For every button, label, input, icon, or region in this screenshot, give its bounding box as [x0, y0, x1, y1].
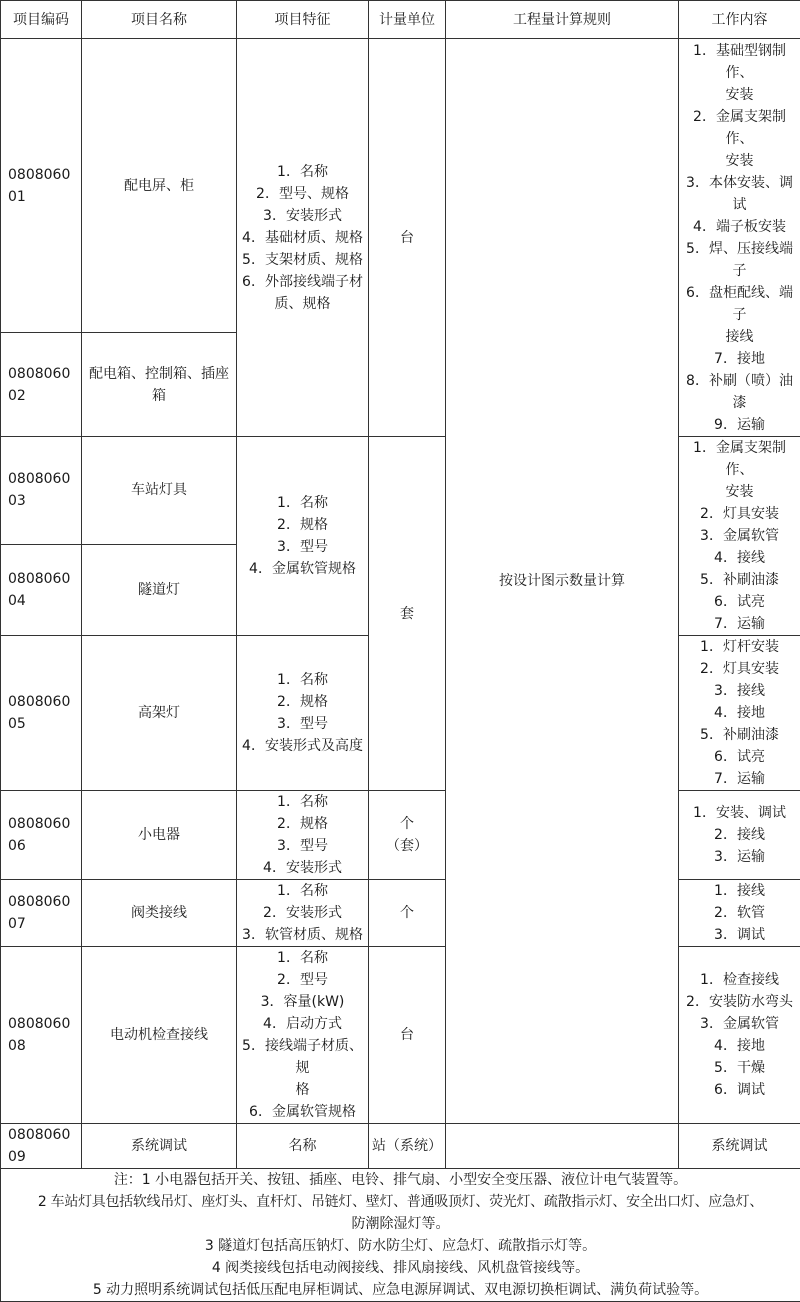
note-line: 防潮除湿灯等。: [3, 1213, 798, 1235]
item-code: 080806009: [1, 1124, 82, 1169]
table-row: [1, 880, 800, 947]
note-line: 4 阀类接线包括电动阀接线、排风扇接线、风机盘管接线等。: [3, 1257, 798, 1279]
item-code: 080806002: [1, 333, 82, 437]
item-unit: 个 （套）: [369, 791, 446, 880]
item-unit: 套: [369, 437, 446, 791]
item-code: 080806007: [1, 880, 82, 947]
item-features: 1．名称 2．型号 3．容量(kW) 4．启动方式 5．接线端子材质、规 格 6．金属软管规格: [237, 947, 369, 1124]
item-code: 080806001: [1, 39, 82, 333]
item-features: 名称: [237, 1124, 369, 1169]
table-row: [1, 1124, 800, 1169]
item-code: 080806006: [1, 791, 82, 880]
note-line: 3 隧道灯包括高压钠灯、防水防尘灯、应急灯、疏散指示灯等。: [3, 1235, 798, 1257]
item-features: 1．名称 2．规格 3．型号 4．安装形式及高度: [237, 636, 369, 791]
item-unit: 台: [369, 947, 446, 1124]
note-line: 注：1 小电器包括开关、按钮、插座、电铃、排气扇、小型安全变压器、液位计电气装置等。: [3, 1169, 798, 1191]
item-rule-empty: [446, 1124, 679, 1169]
table-row: [1, 437, 800, 545]
table-row: [1, 39, 800, 333]
item-name: 配电屏、柜: [82, 39, 237, 333]
header-work: 工作内容: [679, 1, 800, 39]
item-name: 阀类接线: [82, 880, 237, 947]
header-name: 项目名称: [82, 1, 237, 39]
item-features: 1．名称 2．型号、规格 3．安装形式 4．基础材质、规格 5．支架材质、规格 6．外部接线端子材质、规格: [237, 39, 369, 437]
header-row: [1, 1, 800, 39]
item-rule: 按设计图示数量计算: [446, 39, 679, 1124]
header-code: 项目编码: [1, 1, 82, 39]
item-name: 车站灯具: [82, 437, 237, 545]
item-work: 1．金属支架制作、 安装 2．灯具安装 3．金属软管 4．接线 5．补刷油漆 6．试亮 7．运输: [679, 437, 800, 636]
item-code: 080806008: [1, 947, 82, 1124]
item-work: 1．安装、调试 2．接线 3．运输: [679, 791, 800, 880]
item-code: 080806004: [1, 544, 82, 635]
item-name: 小电器: [82, 791, 237, 880]
header-features: 项目特征: [237, 1, 369, 39]
notes-row: [1, 1169, 800, 1302]
notes-cell: [1, 1169, 800, 1302]
item-name: 配电箱、控制箱、插座箱: [82, 333, 237, 437]
table-row: [1, 791, 800, 880]
item-work: 1．灯杆安装 2．灯具安装 3．接线 4．接地 5．补刷油漆 6．试亮 7．运输: [679, 636, 800, 791]
item-code: 080806003: [1, 437, 82, 545]
note-line: 5 动力照明系统调试包括低压配电屏柜调试、应急电源屏调试、双电源切换柜调试、满负荷试验等。: [3, 1279, 798, 1301]
header-unit: 计量单位: [369, 1, 446, 39]
item-unit: 个: [369, 880, 446, 947]
item-features: 1．名称 2．安装形式 3．软管材质、规格: [237, 880, 369, 947]
item-work: 1．接线 2．软管 3．调试: [679, 880, 800, 947]
item-work: 1．基础型钢制作、 安装 2．金属支架制作、 安装 3．本体安装、调试 4．端子板安装 5．焊、压接线端子 6．盘柜配线、端子 接线 7．接地 8．补刷（喷）油漆 9．运输: [679, 39, 800, 437]
item-features: 1．名称 2．规格 3．型号 4．金属软管规格: [237, 437, 369, 636]
note-line: 2 车站灯具包括软线吊灯、座灯头、直杆灯、吊链灯、壁灯、普通吸顶灯、荧光灯、疏散指示灯、安全出口灯、应急灯、: [3, 1191, 798, 1213]
item-code: 080806005: [1, 636, 82, 791]
header-rule: 工程量计算规则: [446, 1, 679, 39]
item-name: 隧道灯: [82, 544, 237, 635]
item-features: 1．名称 2．规格 3．型号 4．安装形式: [237, 791, 369, 880]
item-unit: 台: [369, 39, 446, 437]
item-name: 电动机检查接线: [82, 947, 237, 1124]
item-name: 系统调试: [82, 1124, 237, 1169]
item-work: 1．检查接线 2．安装防水弯头 3．金属软管 4．接地 5．干燥 6．调试: [679, 947, 800, 1124]
item-work: 系统调试: [679, 1124, 800, 1169]
table-row: [1, 947, 800, 1124]
item-unit: 站（系统）: [369, 1124, 446, 1169]
item-name: 高架灯: [82, 636, 237, 791]
